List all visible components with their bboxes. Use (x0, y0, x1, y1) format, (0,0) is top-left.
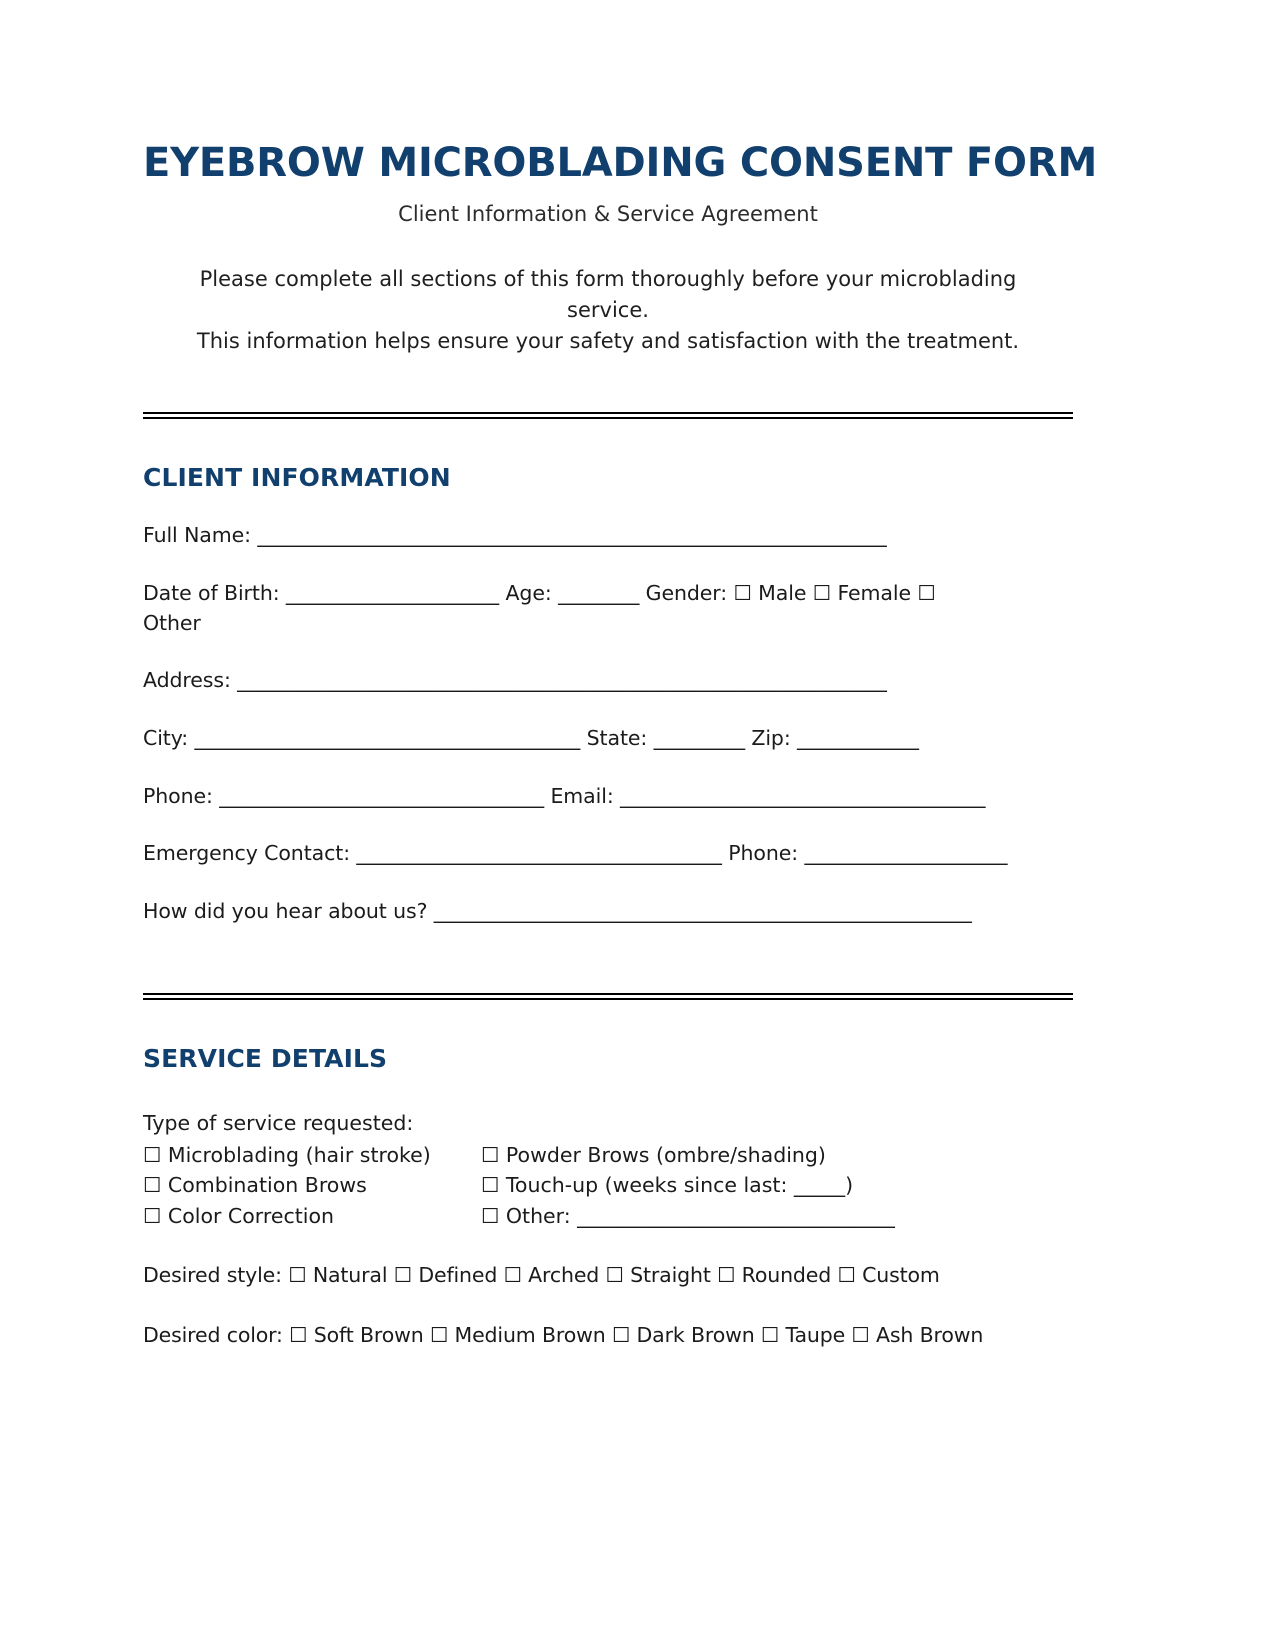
field-dob-age-gender[interactable] (143, 551, 1073, 638)
service-option-row (143, 1140, 1073, 1170)
intro-paragraph (165, 228, 1051, 357)
field-address[interactable]: Address: ________________________________________________________________ (143, 668, 887, 693)
intro-line-1: Please complete all sections of this form thoroughly before your microblading (199, 267, 1017, 292)
checkbox-option-powder-brows[interactable]: ☐ Powder Brows (ombre/shading) (481, 1143, 826, 1168)
checkbox-option-color-correction[interactable]: ☐ Color Correction (143, 1203, 334, 1228)
intro-line-2: service. (567, 298, 649, 323)
page-title: EYEBROW MICROBLADING CONSENT FORM (143, 140, 1098, 186)
checkbox-option-microblading[interactable]: ☐ Microblading (hair stroke) (143, 1143, 431, 1168)
section-divider-middle (143, 993, 1073, 1000)
service-option-row (143, 1170, 1073, 1200)
field-full-name[interactable]: Full Name: ______________________________________________________________ (143, 523, 887, 548)
section-heading-service-details: SERVICE DETAILS (143, 1043, 388, 1073)
checkbox-option-combination-brows[interactable]: ☐ Combination Brows (143, 1173, 367, 1198)
field-dob-age-gender-line2: Other (143, 610, 201, 635)
intro-line-3: This information helps ensure your safety and satisfaction with the treatment. (196, 329, 1020, 354)
document-content (143, 0, 1098, 1351)
field-referral-source[interactable]: How did you hear about us? _____________________________________________________ (143, 899, 972, 924)
field-desired-style[interactable]: Desired style: ☐ Natural ☐ Defined ☐ Arched ☐ Straight ☐ Rounded ☐ Custom (143, 1263, 940, 1288)
field-dob-age-gender-line1: Date of Birth: _____________________ Age: ________ Gender: ☐ Male ☐ Female ☐ (143, 580, 936, 605)
service-options-grid (143, 1138, 1073, 1231)
service-option-row (143, 1201, 1073, 1231)
section-divider-top (143, 412, 1073, 419)
field-city-state-zip[interactable]: City: ______________________________________ State: _________ Zip: ____________ (143, 725, 919, 750)
field-emergency-contact[interactable]: Emergency Contact: ____________________________________ Phone: ____________________ (143, 841, 1008, 866)
page-subtitle: Client Information & Service Agreement (398, 202, 818, 227)
checkbox-option-touch-up[interactable]: ☐ Touch-up (weeks since last: _____) (481, 1173, 854, 1198)
section-heading-client-information: CLIENT INFORMATION (143, 463, 451, 493)
service-type-label: Type of service requested: (143, 1110, 414, 1135)
field-desired-color[interactable]: Desired color: ☐ Soft Brown ☐ Medium Brown ☐ Dark Brown ☐ Taupe ☐ Ash Brown (143, 1322, 984, 1347)
field-phone-email[interactable]: Phone: ________________________________ Email: ____________________________________ (143, 783, 986, 808)
checkbox-option-other[interactable]: ☐ Other: _______________________________ (481, 1203, 895, 1228)
